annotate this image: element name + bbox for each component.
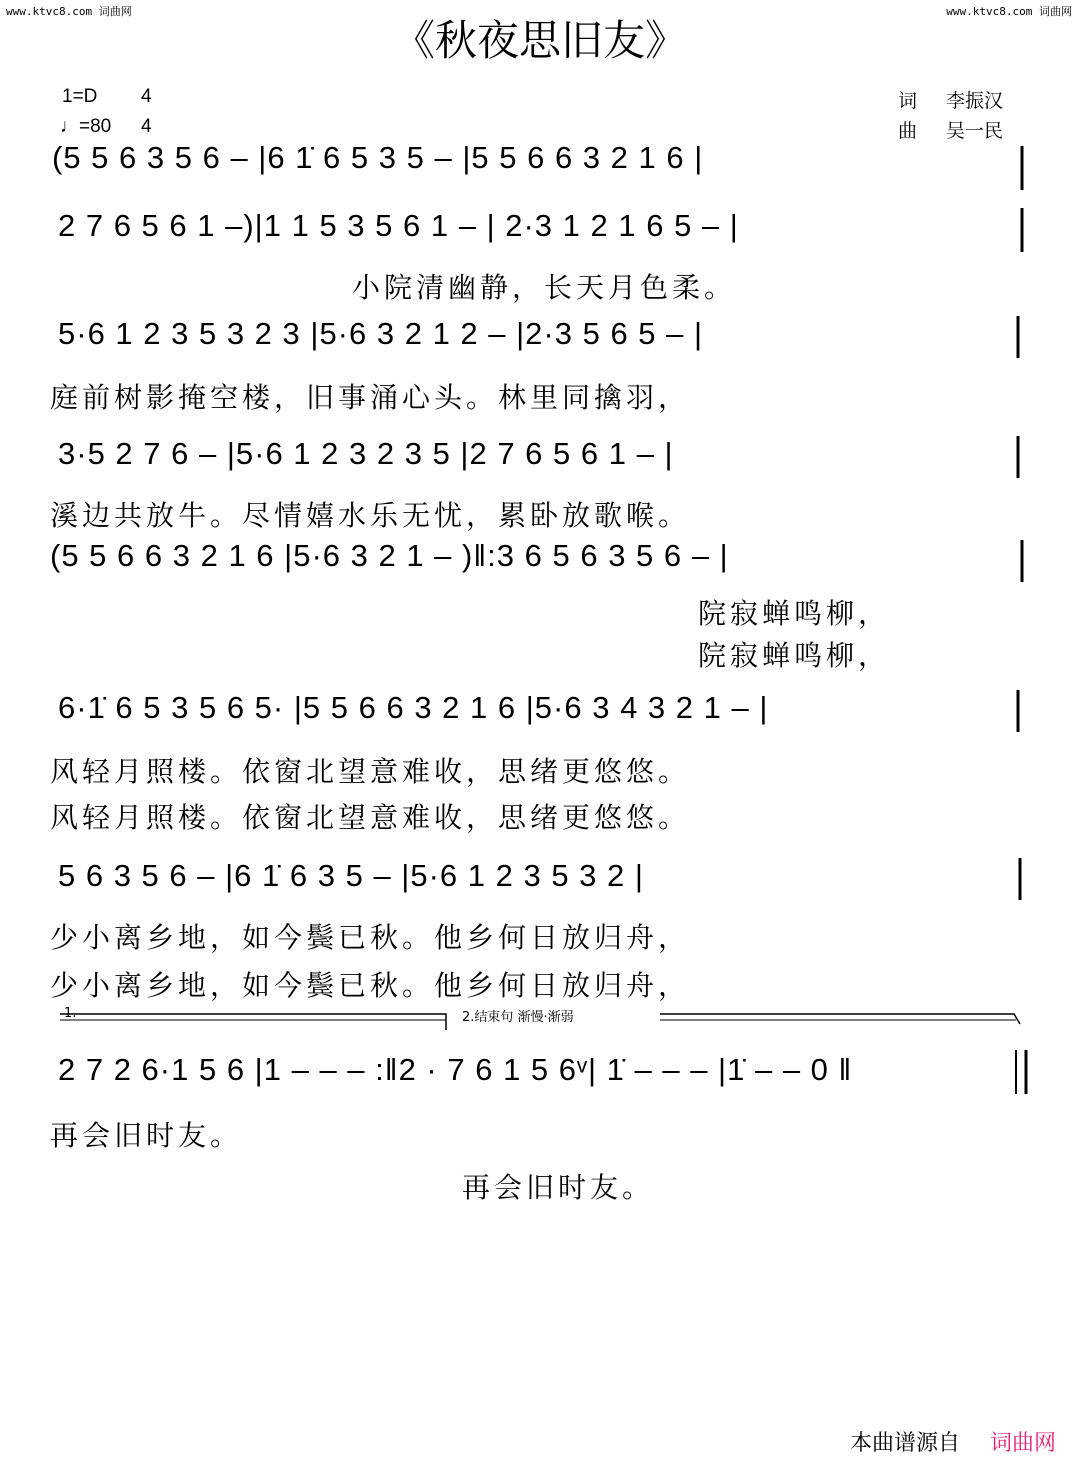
- key-signature: 1=D: [62, 86, 98, 107]
- lyric-line: 少小离乡地，如今鬓已秋。他乡何日放归舟，: [50, 921, 691, 954]
- watermark-left: www.ktvc8.com 词曲网: [6, 5, 132, 18]
- volta-first-ending: 1.: [64, 1006, 77, 1021]
- notation-line: 3·5 2 7 6 – |5·6 1 2 3 2 3 5 |2 7 6 5 6 1 – |: [58, 436, 674, 471]
- volta-second-ending: 2.结束句 渐慢·渐弱: [462, 1010, 574, 1025]
- time-signature-top: 4: [141, 86, 152, 107]
- source-prefix: 本曲谱源自: [850, 1431, 961, 1456]
- notation-line: 2 7 2 6·1 5 6 |1 – – – :‖2 · 7 6 1 5 6ᵛ| 1̇ – – – |1̇ – – 0 ‖: [58, 1052, 853, 1087]
- composer-name: 吴一民: [946, 120, 1004, 142]
- watermark-right: www.ktvc8.com 词曲网: [946, 5, 1072, 18]
- tempo-marking: ♩=80: [60, 116, 112, 137]
- lyric-line: 小院清幽静，长天月色柔。: [352, 271, 737, 304]
- lyric-line: 院寂蝉鸣柳，: [698, 639, 891, 672]
- notation-line: 2 7 6 5 6 1 –)|1 1 5 3 5 6 1 – | 2·3 1 2 1 6 5 – |: [58, 208, 739, 243]
- time-signature-bottom: 4: [141, 116, 152, 137]
- volta-bracket-first: [60, 1014, 446, 1030]
- notation-line: (5 5 6 6 3 2 1 6 |5·6 3 2 1 – )‖:3 6 5 6 3 5 6 – |: [50, 538, 729, 573]
- lyric-line: 溪边共放牛。尽情嬉水乐无忧，累卧放歌喉。: [50, 499, 691, 532]
- lyric-line: 风轻月照楼。依窗北望意难收，思绪更悠悠。: [50, 801, 691, 834]
- lyric-line: 再会旧时友。: [50, 1119, 243, 1152]
- lyric-line: 院寂蝉鸣柳，: [698, 597, 891, 630]
- lyric-line: 少小离乡地，如今鬓已秋。他乡何日放归舟，: [50, 969, 691, 1002]
- notation-line: 5 6 3 5 6 – |6 1̇ 6 3 5 – |5·6 1 2 3 5 3 2 |: [58, 858, 644, 893]
- notation-line: 6·1̇ 6 5 3 5 6 5· |5 5 6 6 3 2 1 6 |5·6 3 4 3 2 1 – |: [58, 690, 769, 725]
- composer-label: 曲: [898, 120, 918, 142]
- lyricist-label: 词: [898, 90, 918, 112]
- notation-line: (5 5 6 3 5 6 – |6 1̇ 6 5 3 5 – |5 5 6 6 3 2 1 6 |: [52, 140, 704, 175]
- song-title: 《秋夜思旧友》: [392, 16, 687, 65]
- source-brand-link[interactable]: 词曲网: [990, 1431, 1057, 1456]
- volta-bracket-second: [660, 1014, 1020, 1024]
- lyricist-name: 李振汉: [946, 90, 1004, 112]
- notation-line: 5·6 1 2 3 5 3 2 3 |5·6 3 2 1 2 – |2·3 5 6 5 – |: [58, 316, 704, 351]
- lyric-line: 风轻月照楼。依窗北望意难收，思绪更悠悠。: [50, 755, 691, 788]
- lyric-line: 庭前树影掩空楼，旧事涌心头。林里同擒羽，: [50, 381, 691, 414]
- lyric-line: 再会旧时友。: [462, 1171, 655, 1204]
